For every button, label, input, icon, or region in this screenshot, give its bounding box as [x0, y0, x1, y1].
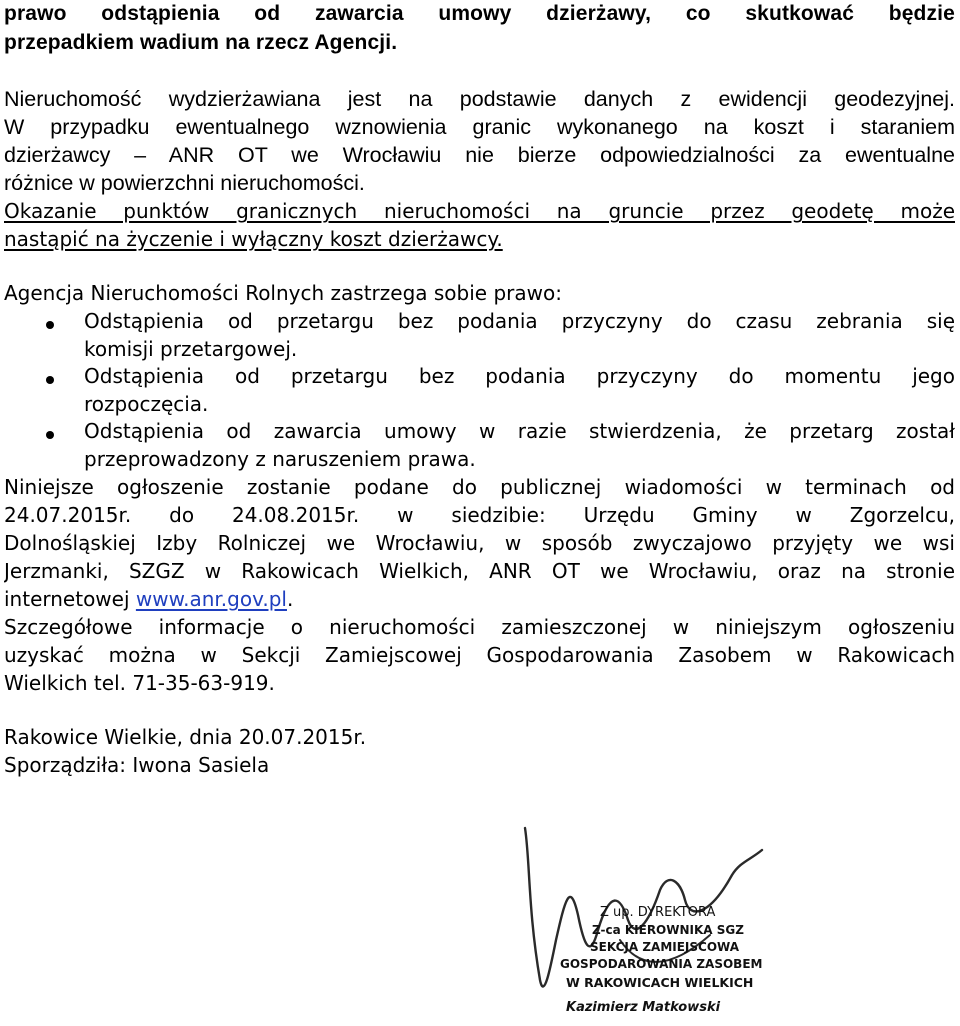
- bullet-dot-2: [46, 376, 54, 384]
- stamp-line-2: Z-ca KIEROWNIKA SGZ: [592, 923, 744, 937]
- bullet-1-line-2: komisji przetargowej.: [84, 337, 298, 361]
- stamp-line-6: Kazimierz Matkowski: [566, 1000, 721, 1015]
- bold-text-line-2: przepadkiem wadium na rzecz Agencji.: [4, 31, 398, 54]
- notice-line-5: [4, 587, 293, 611]
- notice-line-4: Jerzmanki, SZGZ w Rakowicach Wielkich, ANR OT we Wrocławiu, oraz na stronie: [4, 559, 955, 583]
- bullet-1-line-1: Odstąpienia od przetargu bez podania przyczyny do czasu zebrania się: [84, 309, 955, 333]
- place-date: Rakowice Wielkie, dnia 20.07.2015r.: [4, 725, 367, 749]
- bold-text-line-1: prawo odstąpienia od zawarcia umowy dzierżawy, co skutkować będzie: [4, 2, 955, 25]
- website-link[interactable]: www.anr.gov.pl: [135, 587, 287, 611]
- notice-line-1: Niniejsze ogłoszenie zostanie podane do publicznej wiadomości w terminach od: [4, 475, 955, 499]
- bullet-dot-1: [46, 321, 54, 329]
- reserve-intro: Agencja Nieruchomości Rolnych zastrzega sobie prawo:: [4, 281, 562, 305]
- bullet-2-line-2: rozpoczęcia.: [84, 392, 209, 416]
- p1-line-3: dzierżawcy – ANR OT we Wrocławiu nie bierze odpowiedzialności za ewentualne: [4, 143, 955, 167]
- prepared-by: Sporządziła: Iwona Sasiela: [4, 753, 270, 777]
- info-line-3: Wielkich tel. 71-35-63-919.: [4, 671, 275, 695]
- bullet-2-line-1: Odstąpienia od przetargu bez podania przyczyny do momentu jego: [84, 364, 955, 388]
- notice-line-5-suffix: .: [286, 587, 294, 611]
- info-line-2: uzyskać można w Sekcji Zamiejscowej Gospodarowania Zasobem w Rakowicach: [4, 643, 955, 667]
- underlined-line-1: Okazanie punktów granicznych nieruchomości na gruncie przez geodetę może: [4, 199, 955, 223]
- official-stamp: [560, 905, 780, 1020]
- stamp-line-1: Z up. DYREKTORA: [600, 905, 716, 920]
- p1-line-1: Nieruchomość wydzierżawiana jest na podstawie danych z ewidencji geodezyjnej.: [4, 87, 955, 111]
- info-line-1: Szczegółowe informacje o nieruchomości zamieszczonej w niniejszym ogłoszeniu: [4, 615, 955, 639]
- notice-line-5-prefix: internetowej: [4, 587, 136, 611]
- stamp-line-3: SEKCJA ZAMIEJSCOWA: [590, 940, 740, 954]
- underlined-line-2: nastąpić na życzenie i wyłączny koszt dzierżawcy.: [4, 227, 503, 251]
- stamp-line-4: GOSPODAROWANIA ZASOBEM: [560, 957, 763, 971]
- bullet-3-line-1: Odstąpienia od zawarcia umowy w razie stwierdzenia, że przetarg został: [84, 419, 955, 443]
- p1-line-2: W przypadku ewentualnego wznowienia granic wykonanego na koszt i staraniem: [4, 115, 955, 139]
- p1-line-4: różnice w powierzchni nieruchomości.: [4, 171, 365, 195]
- notice-line-2: 24.07.2015r. do 24.08.2015r. w siedzibie: Urzędu Gminy w Zgorzelcu,: [4, 503, 955, 527]
- notice-line-3: Dolnośląskiej Izby Rolniczej we Wrocławiu, w sposób zwyczajowo przyjęty we wsi: [4, 531, 955, 555]
- bullet-3-line-2: przeprowadzony z naruszeniem prawa.: [84, 447, 476, 471]
- bullet-dot-3: [46, 431, 54, 439]
- stamp-line-5: W RAKOWICACH WIELKICH: [566, 975, 754, 990]
